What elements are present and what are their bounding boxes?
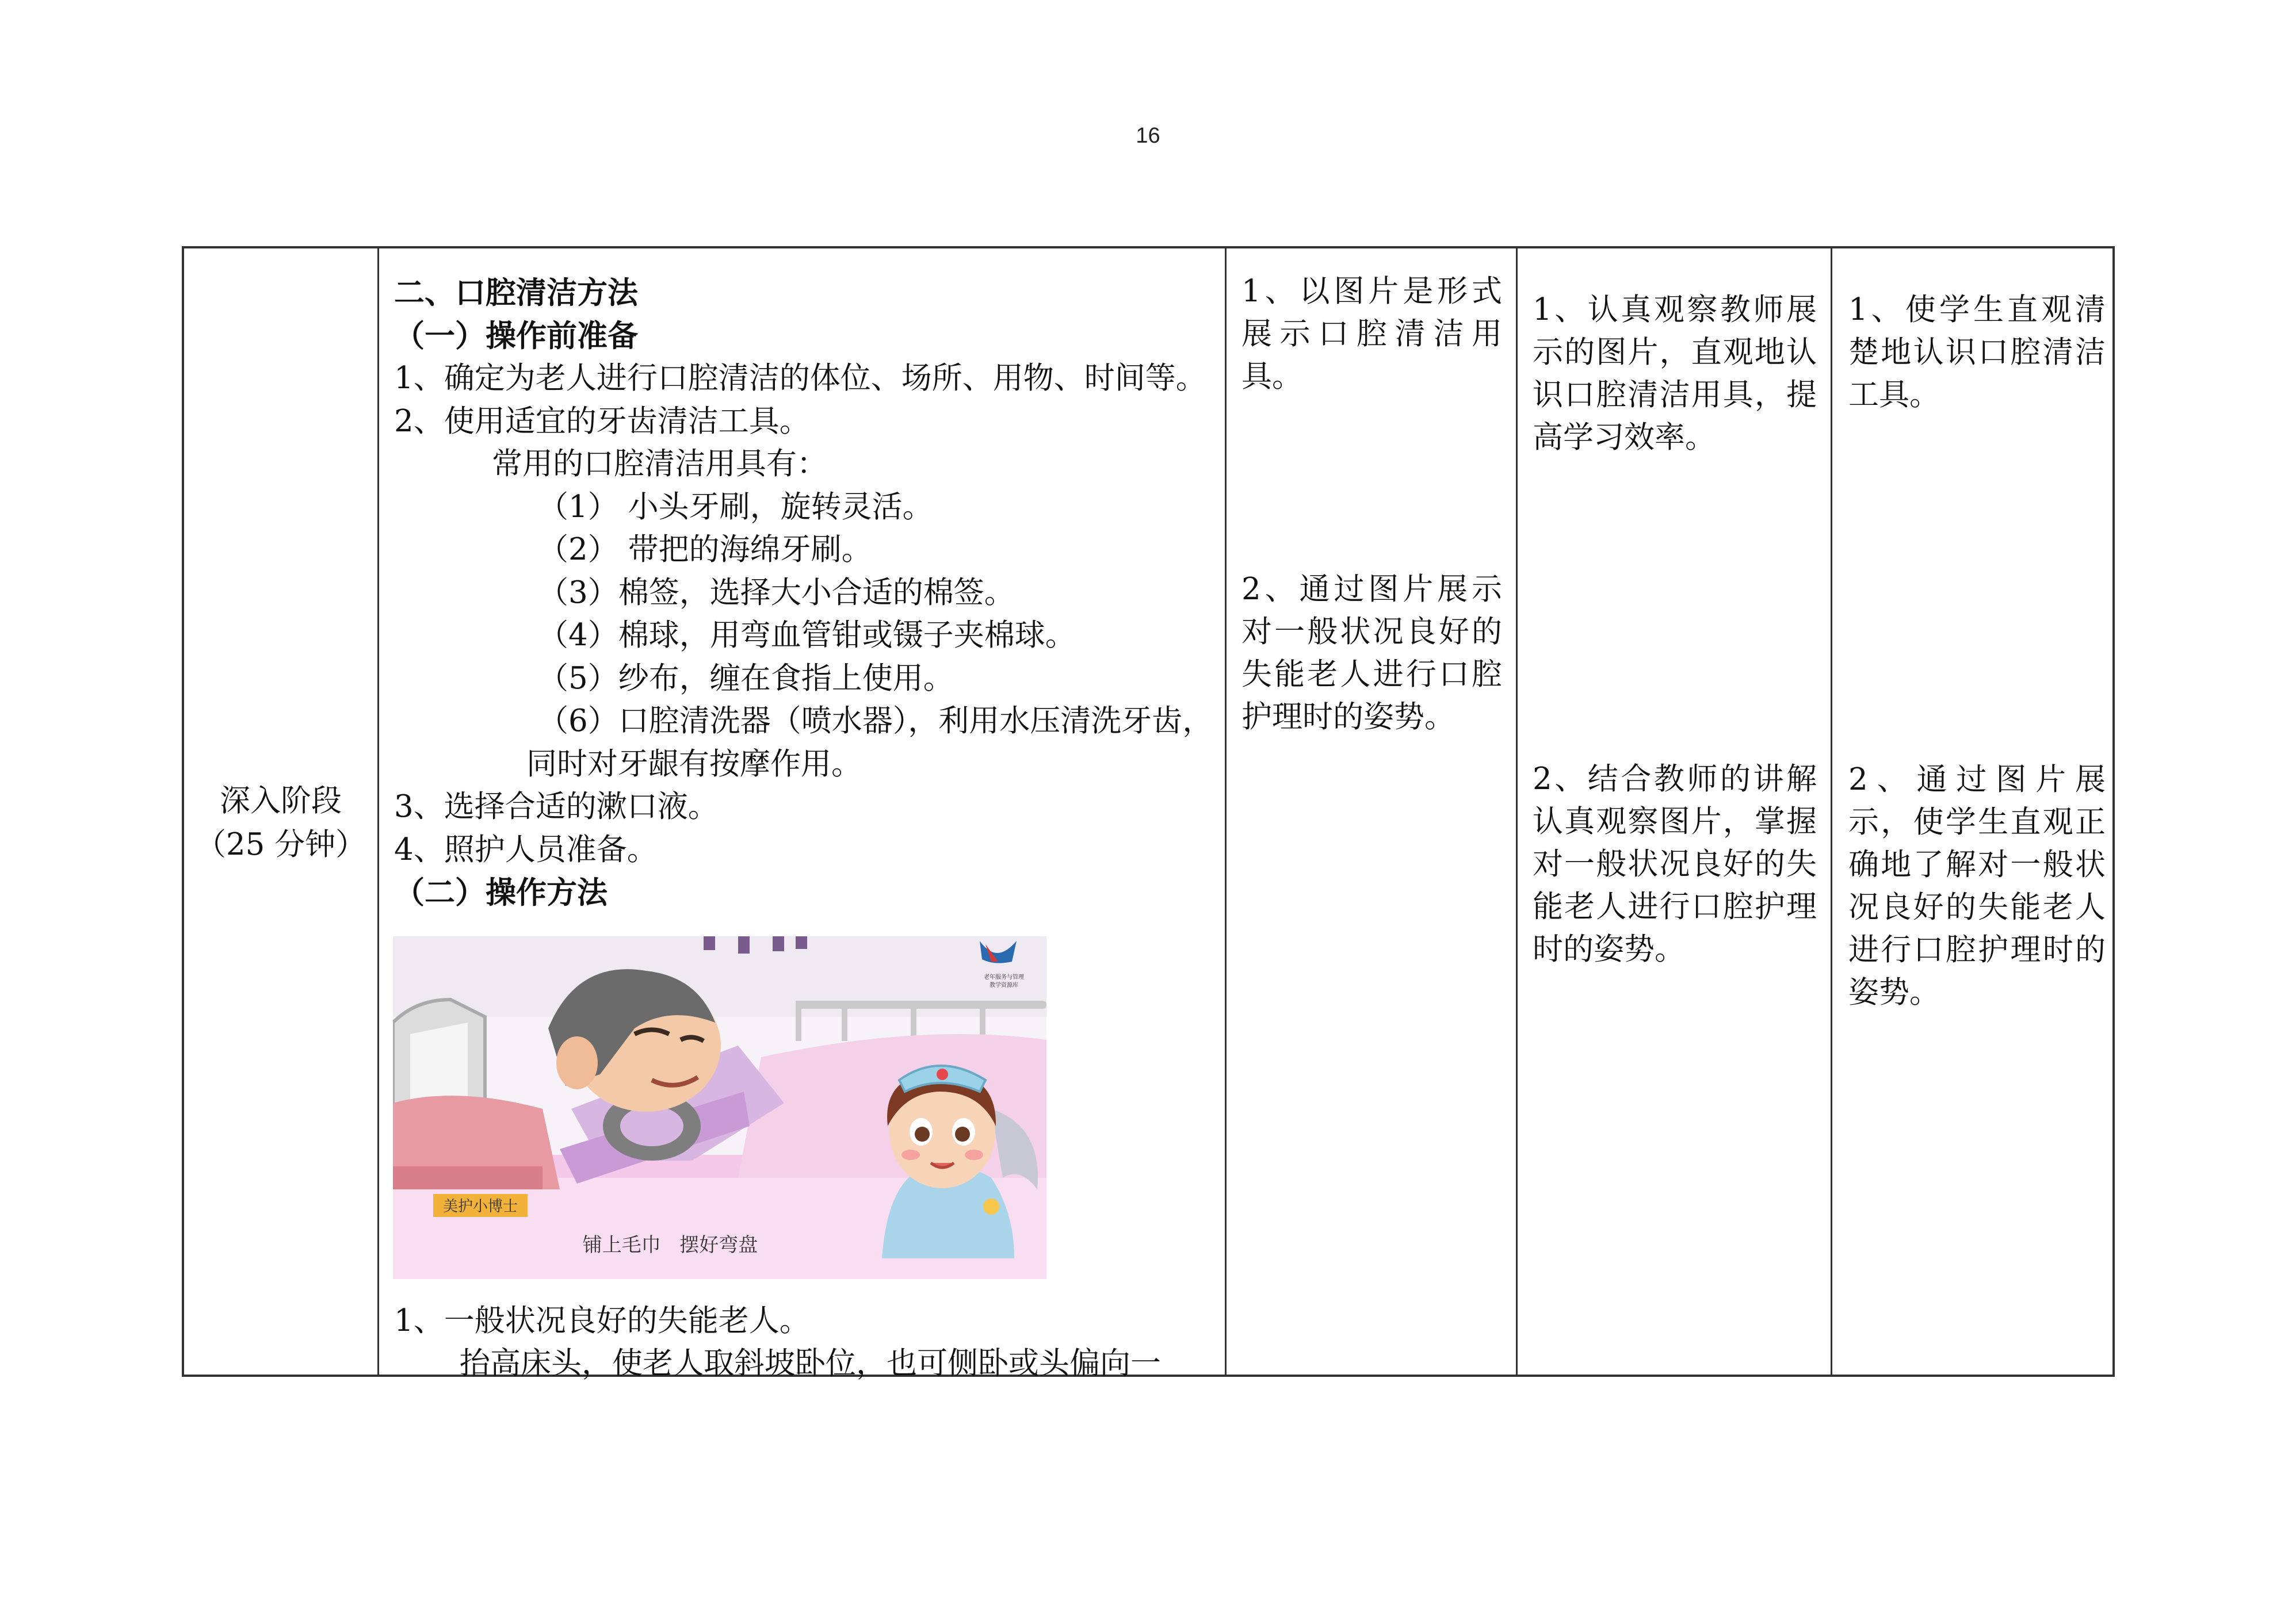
page-number: 16 — [1136, 124, 1160, 148]
subsection-heading: （二）操作方法 — [394, 875, 608, 910]
illustration-label: 美护小博士 — [442, 1197, 518, 1215]
teacher-activity-1: 1、以图片是形式展示口腔清洁用具。 — [1241, 274, 1502, 394]
design-intent-1: 1、使学生直观清楚地认识口腔清洁工具。 — [1848, 292, 2106, 412]
teaching-content-cell — [379, 248, 1225, 1381]
student-activity-2: 2、结合教师的讲解认真观察图片，掌握对一般状况良好的失能老人进行口腔护理时的姿势。 — [1533, 761, 1817, 967]
content-line: 4、照护人员准备。 — [394, 832, 658, 867]
list-item: （2） 带把的海绵牙刷。 — [538, 532, 872, 567]
content-line: 常用的口腔清洁用具有： — [492, 446, 827, 481]
student-activity-cell — [1518, 248, 1831, 1375]
content-line: 2、使用适宜的牙齿清洁工具。 — [394, 403, 810, 439]
content-line: 3、选择合适的漱口液。 — [394, 789, 719, 824]
list-item: （4）棉球，用弯血管钳或镊子夹棉球。 — [538, 618, 1076, 653]
svg-text:教学资源库: 教学资源库 — [990, 982, 1018, 989]
nursing-illustration — [393, 936, 1046, 1279]
list-item: （3）棉签，选择大小合适的棉签。 — [538, 575, 1015, 610]
design-intent-2: 2、通过图片展示，使学生直观正确地了解对一般状况良好的失能老人进行口腔护理时的姿势。 — [1848, 762, 2106, 1010]
section-heading: 二、口腔清洁方法 — [394, 275, 638, 311]
teacher-activity-2: 2、通过图片展示对一般状况良好的失能老人进行口腔护理时的姿势。 — [1241, 572, 1502, 734]
content-line: 1、确定为老人进行口腔清洁的体位、场所、用物、时间等。 — [394, 361, 1206, 396]
stage-name: 深入阶段 — [219, 783, 342, 818]
content-line: 1、一般状况良好的失能老人。 — [394, 1303, 810, 1338]
design-intent-cell — [1832, 248, 2117, 1375]
list-item: （5）纱布，缠在食指上使用。 — [538, 660, 954, 696]
lesson-plan-table — [182, 246, 2115, 1381]
teacher-activity-cell — [1227, 248, 1516, 1375]
content-line: 抬高床头，使老人取斜坡卧位，也可侧卧或头偏向一 — [460, 1346, 1161, 1381]
list-item: （6）口腔清洗器（喷水器），利用水压清洗牙齿， — [538, 703, 1213, 738]
list-item: （1） 小头牙刷，旋转灵活。 — [538, 489, 933, 525]
stage-cell — [184, 248, 377, 1375]
svg-text:老年服务与管理: 老年服务与管理 — [984, 974, 1024, 981]
list-item-continuation: 同时对牙龈有按摩作用。 — [526, 746, 862, 782]
student-activity-1: 1、认真观察教师展示的图片，直观地认识口腔清洁用具，提高学习效率。 — [1533, 292, 1817, 455]
illustration-caption: 铺上毛巾 摆好弯盘 — [582, 1233, 758, 1257]
subsection-heading: （一）操作前准备 — [394, 317, 638, 354]
stage-duration: （25 分钟） — [195, 827, 366, 862]
